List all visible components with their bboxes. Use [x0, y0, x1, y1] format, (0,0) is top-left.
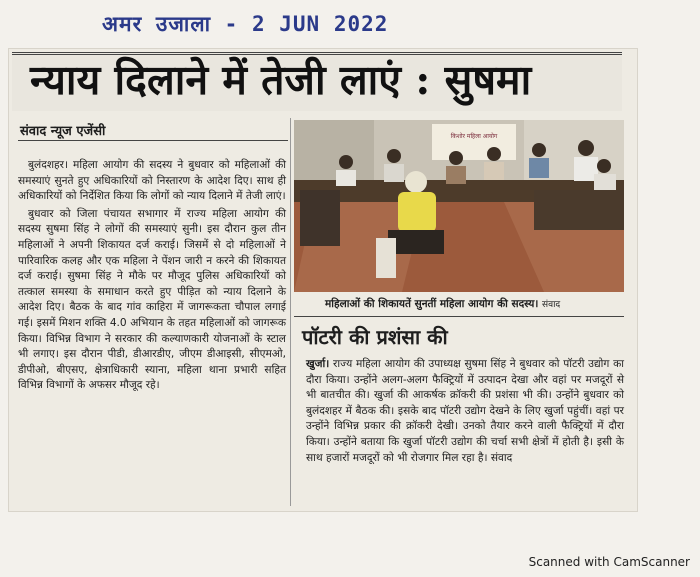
article-paragraph: बुधवार को जिला पंचायत सभागार में राज्य महिला आयोग की सदस्य सुषमा सिंह ने लोगों की समस्याएं सुनी। इस दौरान कुल तीन महिलाओं ने अपनी शिकायत दर्ज कराई। जिसमें से दो महिलाओं ने पारिवारिक कलह और एक महिला ने पेंशन जारी न करने की शिकायत दर्ज कराई। सुषमा सिंह ने मौके पर मौजूद पुलिस अधिकारियों को तत्काल समस्या के समाधान करते हुए पीड़ित को न्याय दिलाने के आदेश दिए। बैठक के बाद गांव काहिरा में जागरूकता चौपाल लगाई गई। इसमें मिशन शक्ति 4.0 अभियान के तहत महिलाओं को जागरूक किया। विभिन्न विभाग ने सरकार की कल्याणकारी योजनाओं के स्टाल भी लगाए। इस दौरान पीडी, डीआरडीए, जीएम डीआइसी, सीएमओ, डीपीओ, बीएसए, क्षेत्राधिकारी स्याना, महिला थाना प्रभारी सहित विभिन्न विभागों के अफसर मौजूद रहे। [18, 207, 286, 392]
photo-caption-text: महिलाओं की शिकायतें सुनतीं महिला आयोग की सदस्य। [325, 298, 539, 310]
meeting-photo-image [294, 120, 624, 292]
photo-credit: संवाद [542, 300, 561, 310]
sub-article-paragraph [306, 357, 624, 466]
scanner-watermark: Scanned with CamScanner [528, 555, 690, 569]
photo-banner-text: किशोर महिला आयोग [450, 133, 498, 140]
sub-article-lead: खुर्जा। [306, 358, 330, 370]
byline: संवाद न्यूज एजेंसी [20, 124, 106, 139]
photo-caption [325, 297, 560, 311]
sub-article-text: राज्य महिला आयोग की उपाध्यक्ष सुषमा सिंह ने बुधवार को पॉटरी उद्योग का दौरा किया। उन्होंने अलग-अलग फैक्ट्रियों में उत्पादन देखा और वहां पर मजदूरों से भी बातचीत की। खुर्जा की आकर्षक क्रॉकरी की प्रशंसा भी की। उन्होंने बुधवार को बुलंदशहर में बैठक की। इसके बाद पॉटरी उद्योग देखने के लिए खुर्जा पहुंचीं। वहां पर उन्होंने विभिन्न प्रकार की क्रॉकरी देखी। उनको तैयार करने वाली फैक्ट्रियों में दौरा किया। उन्होंने बताया कि खुर्जा पॉटरी उद्योग की चर्चा सभी क्षेत्रों में होती है। इसी के साथ हजारों मजदूरों को भी रोजगार मिल रहा है। [306, 358, 624, 464]
headline: न्याय दिलाने में तेजी लाएं : सुषमा [30, 56, 532, 104]
sub-headline: पॉटरी की प्रशंसा की [302, 325, 448, 349]
byline-rule [18, 140, 288, 141]
caption-rule [294, 316, 624, 317]
sub-article-credit: संवाद [490, 451, 513, 464]
sub-article [306, 357, 624, 466]
date-stamp: अमर उजाला - 2 JUN 2022 [102, 12, 389, 36]
article-body [18, 158, 286, 396]
news-photo [294, 120, 624, 292]
article-paragraph: बुलंदशहर। महिला आयोग की सदस्य ने बुधवार को महिलाओं की समस्याएं सुनते हुए अधिकारियों को निस्तारण के आदेश दिए। साथ ही अधिकारियों को निर्देशित किया कि लोगों को न्याय दिलाने में तेजी लाएं। [18, 159, 286, 203]
column-divider [290, 118, 291, 506]
